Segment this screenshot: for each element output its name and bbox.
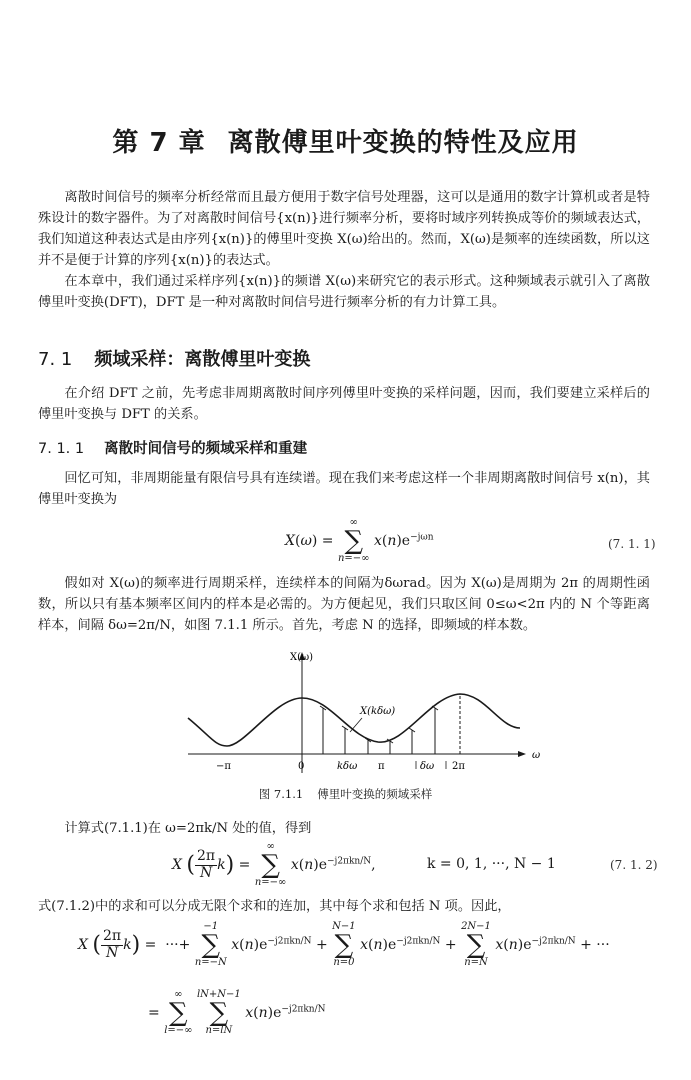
equation-7-1-2: X ( $\frac{2\pi}{N}$ k) = ∞ ∑ n=−∞ $x(n)e^{-j2\pi kn/N}$, <box>172 841 376 888</box>
intro-paragraph-2: 在本章中，我们通过采样序列{x(n)}的频谱 X(ω)来研究它的表示形式。这种频域表示就引入了离散傅里叶变换(DFT)，DFT 是一种对离散时间信号进行频率分析的有力计算工具。 <box>38 274 650 310</box>
x-axis-arrow <box>518 751 526 757</box>
equation-expansion-line-2: = ∞ ∑ l=−∞ lN+N−1 ∑ n=lN $x(n)e^{-j2\pi kn/N}$ <box>148 989 326 1036</box>
intro-text <box>38 187 650 313</box>
tick-label-k-delta-omega: kδω <box>337 761 358 772</box>
equation-7-1-1: X(ω) = ∞ ∑ n=−∞ $x(n)e^{-j\omega n}$ <box>285 517 434 564</box>
section-7-1-1-text-2 <box>38 573 650 636</box>
section-7-1-1-text-4 <box>38 896 650 917</box>
section-7-1-1-text-3 <box>38 818 650 839</box>
chapter-title-text: 离散傅里叶变换的特性及应用 <box>227 128 579 158</box>
spectrum-curve <box>188 694 520 746</box>
y-axis-label: X(ω) <box>290 652 314 663</box>
section-heading-7-1-1: 7. 1. 1 离散时间信号的频域采样和重建 <box>38 441 308 457</box>
tick-label-2pi: 2π <box>452 761 465 772</box>
sample-label-leader <box>350 718 362 732</box>
sample-label: X(kδω) <box>360 706 396 717</box>
equation-expansion-line-1: X ( $\frac{2\pi}{N}$ k) = ···+ −1 ∑ n=−N $x(n)e^{-j2\pi kn/N}$ + N−1 ∑ n=0 $x(n)e^{-j2\pi kn/N}$ + 2N−1 ∑ n=N $x(n)e^{-j2\pi kn/N}$ + ··· <box>78 921 610 968</box>
x-axis-label: ω <box>532 750 541 761</box>
section-7-1-paragraph: 在介绍 DFT 之前，先考虑非周期离散时间序列傅里叶变换的采样问题，因而，我们要建立采样后的傅里叶变换与 DFT 的关系。 <box>38 386 650 422</box>
tick-label-delta-omega: δω <box>420 761 435 772</box>
figure-7-1-1 <box>180 648 541 778</box>
equation-number-7-1-2: (7. 1. 2) <box>610 858 658 872</box>
section-7-1-1-paragraph-3: 计算式(7.1.1)在 ω=2πk/N 处的值，得到 <box>64 821 312 836</box>
equation-number-7-1-1: (7. 1. 1) <box>608 537 656 551</box>
tick-label-pi: π <box>378 761 385 772</box>
figure-caption: 图 7.1.1 傅里叶变换的频域采样 <box>258 787 433 801</box>
section-heading-7-1: 7. 1 频域采样：离散傅里叶变换 <box>38 349 311 370</box>
equation-7-1-2-condition: k = 0, 1, ···, N − 1 <box>427 856 556 872</box>
section-7-1-1-paragraph-1: 回忆可知，非周期能量有限信号具有连续谱。现在我们来考虑这样一个非周期离散时间信号 x(n)，其傅里叶变换为 <box>38 471 650 507</box>
chapter-title <box>0 122 691 159</box>
chapter-number: 第 7 章 <box>112 128 206 158</box>
section-7-1-1-paragraph-4: 式(7.1.2)中的求和可以分成无限个求和的连加，其中每个求和包括 N 项。因此， <box>38 899 511 914</box>
intro-paragraph-1: 离散时间信号的频率分析经常而且最方便用于数字信号处理器，这可以是通用的数字计算机或者是特殊设计的数字器件。为了对离散时间信号{x(n)}进行频率分析，要将时域序列转换成等价的频域表达式，我们知道这种表达式是由序列{x(n)}的傅里叶变换 X(ω)给出的。然而，X(ω)是频率的连续函数，所以这并不是便于计算的序列{x(n)}的表达式。 <box>38 190 650 268</box>
section-7-1-text <box>38 383 650 425</box>
tick-label-zero: 0 <box>298 761 305 772</box>
section-7-1-1-paragraph-2: 假如对 X(ω)的频率进行周期采样，连续样本的间隔为δωrad。因为 X(ω)是周期为 2π 的周期性函数，所以只有基本频率区间内的样本是必需的。为方便起见，我们只取区间 0≤ω<2π 内的 N 个等距离样本，间隔 δω=2π/N，如图 7.1.1 所示。首先，考虑 N 的选择，即频域的样本数。 <box>38 576 650 633</box>
section-7-1-1-text-1 <box>38 468 650 510</box>
tick-label-neg-pi: −π <box>216 761 231 772</box>
